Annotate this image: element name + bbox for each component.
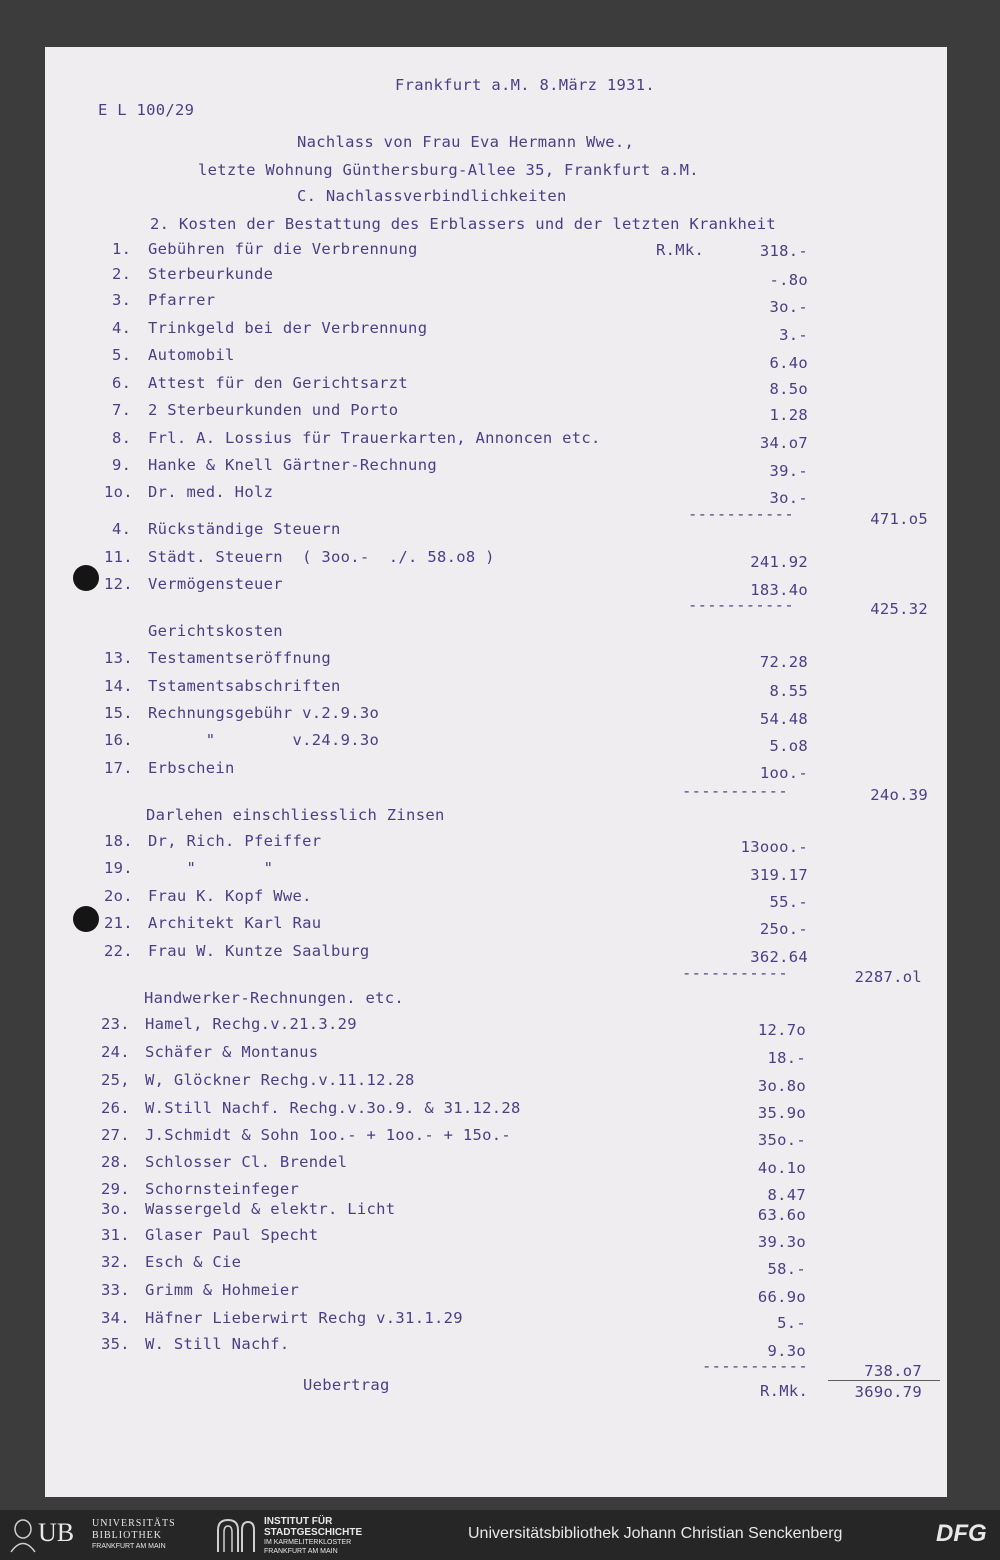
line-text: Frau W. Kuntze Saalburg bbox=[148, 942, 370, 960]
line-number: 5. bbox=[112, 346, 132, 364]
portrait-icon bbox=[8, 1517, 38, 1553]
section-number: 4. bbox=[112, 520, 132, 538]
section-title-taxes: Rückständige Steuern bbox=[148, 520, 341, 538]
isg-logo-line3: IM KARMELITERKLOSTER bbox=[264, 1539, 352, 1546]
subtotal-loans: 2287.ol bbox=[854, 968, 922, 986]
line-number: 3. bbox=[112, 291, 132, 309]
section-title-loans: Darlehen einschliesslich Zinsen bbox=[146, 806, 445, 824]
line-number: 14. bbox=[104, 677, 133, 695]
line-text: Architekt Karl Rau bbox=[148, 914, 322, 932]
line-amount: 72.28 bbox=[759, 653, 808, 671]
currency-label: R.Mk. bbox=[656, 241, 705, 259]
line-number: 8. bbox=[112, 429, 132, 447]
line-amount: -.8o bbox=[769, 271, 808, 289]
dfg-logo: DFG bbox=[936, 1520, 987, 1547]
line-number: 15. bbox=[104, 704, 133, 722]
line-number: 32. bbox=[101, 1253, 130, 1271]
line-amount: 3.- bbox=[779, 326, 808, 344]
line-number: 31. bbox=[101, 1226, 130, 1244]
line-number: 23. bbox=[101, 1015, 130, 1033]
line-text: " v.24.9.3o bbox=[148, 731, 380, 749]
heading-estate: Nachlass von Frau Eva Hermann Wwe., bbox=[297, 133, 635, 151]
heading-liabilities: C. Nachlassverbindlichkeiten bbox=[297, 187, 567, 205]
line-text: Wassergeld & elektr. Licht bbox=[145, 1200, 396, 1218]
subtotal-rule: ----------- bbox=[702, 1357, 808, 1375]
line-amount: 8.47 bbox=[767, 1186, 806, 1204]
heading-funeral-costs: 2. Kosten der Bestattung des Erblassers und der letzten Krankheit bbox=[150, 215, 777, 233]
line-number: 35. bbox=[101, 1335, 130, 1353]
line-number: 29. bbox=[101, 1180, 130, 1198]
line-text: Sterbeurkunde bbox=[148, 265, 274, 283]
line-number: 18. bbox=[104, 832, 133, 850]
line-text: Dr, Rich. Pfeiffer bbox=[148, 832, 322, 850]
line-amount: 35o.- bbox=[757, 1131, 806, 1149]
line-amount: 1oo.- bbox=[759, 764, 808, 782]
document-date: Frankfurt a.M. 8.März 1931. bbox=[395, 76, 656, 94]
line-number: 12. bbox=[104, 575, 133, 593]
section-title-craftsmen: Handwerker-Rechnungen. etc. bbox=[144, 989, 405, 1007]
line-number: 1o. bbox=[104, 483, 133, 501]
carry-over-total: 369o.79 bbox=[854, 1383, 922, 1401]
line-number: 25, bbox=[101, 1071, 130, 1089]
line-text: Hanke & Knell Gärtner-Rechnung bbox=[148, 456, 437, 474]
line-number: 21. bbox=[104, 914, 133, 932]
heading-address: letzte Wohnung Günthersburg-Allee 35, Frankfurt a.M. bbox=[198, 161, 699, 179]
carry-over-currency: R.Mk. bbox=[760, 1382, 809, 1400]
subtotal-rule: ----------- bbox=[688, 505, 794, 523]
line-number: 3o. bbox=[101, 1200, 130, 1218]
isg-logo-line4: FRANKFURT AM MAIN bbox=[264, 1548, 338, 1555]
line-amount: 241.92 bbox=[750, 553, 808, 571]
line-amount: 35.9o bbox=[757, 1104, 806, 1122]
line-amount: 12.7o bbox=[757, 1021, 806, 1039]
subtotal-rule: ----------- bbox=[682, 782, 788, 800]
line-number: 13. bbox=[104, 649, 133, 667]
subtotal-craftsmen: 738.o7 bbox=[864, 1362, 922, 1380]
line-amount: 18.- bbox=[767, 1049, 806, 1067]
line-amount: 39.3o bbox=[757, 1233, 806, 1251]
line-amount: 318.- bbox=[759, 242, 808, 260]
line-amount: 3o.- bbox=[769, 298, 808, 316]
line-text: W. Still Nachf. bbox=[145, 1335, 290, 1353]
reference-number: E L 100/29 bbox=[98, 101, 195, 119]
line-text: Hamel, Rechg.v.21.3.29 bbox=[145, 1015, 357, 1033]
line-text: Schäfer & Montanus bbox=[145, 1043, 319, 1061]
carry-over-label: Uebertrag bbox=[303, 1376, 390, 1394]
line-amount: 9.3o bbox=[767, 1342, 806, 1360]
line-amount: 319.17 bbox=[750, 866, 808, 884]
punch-hole bbox=[73, 906, 99, 932]
line-amount: 3o.8o bbox=[757, 1077, 806, 1095]
line-number: 11. bbox=[104, 548, 133, 566]
line-amount: 39.- bbox=[769, 462, 808, 480]
line-number: 19. bbox=[104, 859, 133, 877]
line-amount: 58.- bbox=[767, 1260, 806, 1278]
isg-logo-line2: STADTGESCHICHTE bbox=[264, 1527, 363, 1538]
line-number: 28. bbox=[101, 1153, 130, 1171]
line-number: 4. bbox=[112, 319, 132, 337]
line-number: 9. bbox=[112, 456, 132, 474]
subtotal-funeral: 471.o5 bbox=[870, 510, 928, 528]
line-amount: 8.55 bbox=[769, 682, 808, 700]
line-text: Schlosser Cl. Brendel bbox=[145, 1153, 348, 1171]
line-number: 6. bbox=[112, 374, 132, 392]
line-text: W.Still Nachf. Rechg.v.3o.9. & 31.12.28 bbox=[145, 1099, 521, 1117]
line-text: Häfner Lieberwirt Rechg v.31.1.29 bbox=[145, 1309, 463, 1327]
line-amount: 34.o7 bbox=[759, 434, 808, 452]
line-amount: 8.5o bbox=[769, 380, 808, 398]
line-amount: 183.4o bbox=[750, 581, 808, 599]
subtotal-court: 24o.39 bbox=[870, 786, 928, 804]
line-amount: 6.4o bbox=[769, 354, 808, 372]
line-text: Testamentseröffnung bbox=[148, 649, 332, 667]
line-amount: 54.48 bbox=[759, 710, 808, 728]
line-number: 7. bbox=[112, 401, 132, 419]
line-text: Vermögensteuer bbox=[148, 575, 283, 593]
line-text: Dr. med. Holz bbox=[148, 483, 274, 501]
line-text: Erbschein bbox=[148, 759, 235, 777]
punch-hole bbox=[73, 565, 99, 591]
line-text: Schornsteinfeger bbox=[145, 1180, 300, 1198]
line-text: Tstamentsabschriften bbox=[148, 677, 341, 695]
line-text: Frl. A. Lossius für Trauerkarten, Annoncen etc. bbox=[148, 429, 601, 447]
ub-logo-abbr: UB bbox=[38, 1518, 75, 1547]
line-text: Städt. Steuern ( 3oo.- ./. 58.o8 ) bbox=[148, 548, 495, 566]
line-number: 33. bbox=[101, 1281, 130, 1299]
subtotal-taxes: 425.32 bbox=[870, 600, 928, 618]
ub-logo-line3: FRANKFURT AM MAIN bbox=[92, 1543, 166, 1550]
line-text: 2 Sterbeurkunden und Porto bbox=[148, 401, 399, 419]
line-text: " " bbox=[148, 859, 274, 877]
line-text: Grimm & Hohmeier bbox=[145, 1281, 300, 1299]
line-number: 34. bbox=[101, 1309, 130, 1327]
line-number: 24. bbox=[101, 1043, 130, 1061]
line-number: 22. bbox=[104, 942, 133, 960]
subtotal-rule: ----------- bbox=[688, 596, 794, 614]
line-amount: 1.28 bbox=[769, 406, 808, 424]
line-text: Frau K. Kopf Wwe. bbox=[148, 887, 312, 905]
line-number: 16. bbox=[104, 731, 133, 749]
ub-logo-line2: BIBLIOTHEK bbox=[92, 1530, 162, 1541]
line-number: 2o. bbox=[104, 887, 133, 905]
line-amount: 25o.- bbox=[759, 920, 808, 938]
line-number: 2. bbox=[112, 265, 132, 283]
line-text: Pfarrer bbox=[148, 291, 216, 309]
line-text: J.Schmidt & Sohn 1oo.- + 1oo.- + 15o.- bbox=[145, 1126, 512, 1144]
line-number: 27. bbox=[101, 1126, 130, 1144]
line-text: Glaser Paul Specht bbox=[145, 1226, 319, 1244]
line-amount: 5.o8 bbox=[769, 737, 808, 755]
footer-institution-text: Universitätsbibliothek Johann Christian Senckenberg bbox=[468, 1525, 843, 1542]
line-text: Automobil bbox=[148, 346, 235, 364]
line-amount: 362.64 bbox=[750, 948, 808, 966]
line-text: Gebühren für die Verbrennung bbox=[148, 240, 418, 258]
line-amount: 66.9o bbox=[757, 1288, 806, 1306]
line-text: Attest für den Gerichtsarzt bbox=[148, 374, 409, 392]
line-text: Esch & Cie bbox=[145, 1253, 242, 1271]
arches-icon bbox=[216, 1518, 256, 1552]
line-number: 17. bbox=[104, 759, 133, 777]
line-amount: 55.- bbox=[769, 893, 808, 911]
line-text: Trinkgeld bei der Verbrennung bbox=[148, 319, 428, 337]
subtotal-rule: ----------- bbox=[682, 964, 788, 982]
line-amount: 5.- bbox=[777, 1314, 806, 1332]
isg-logo-line1: INSTITUT FÜR bbox=[264, 1516, 333, 1527]
line-number: 26. bbox=[101, 1099, 130, 1117]
line-text: Rechnungsgebühr v.2.9.3o bbox=[148, 704, 380, 722]
line-text: W, Glöckner Rechg.v.11.12.28 bbox=[145, 1071, 415, 1089]
line-amount: 4o.1o bbox=[757, 1159, 806, 1177]
section-title-court-costs: Gerichtskosten bbox=[148, 622, 283, 640]
line-amount: 63.6o bbox=[757, 1206, 806, 1224]
footer-bar bbox=[0, 1510, 1000, 1560]
line-amount: 3o.- bbox=[769, 489, 808, 507]
line-number: 1. bbox=[112, 240, 132, 258]
total-underline bbox=[828, 1380, 940, 1381]
ub-logo-line1: UNIVERSITÄTS bbox=[92, 1518, 176, 1529]
line-amount: 13ooo.- bbox=[740, 838, 808, 856]
